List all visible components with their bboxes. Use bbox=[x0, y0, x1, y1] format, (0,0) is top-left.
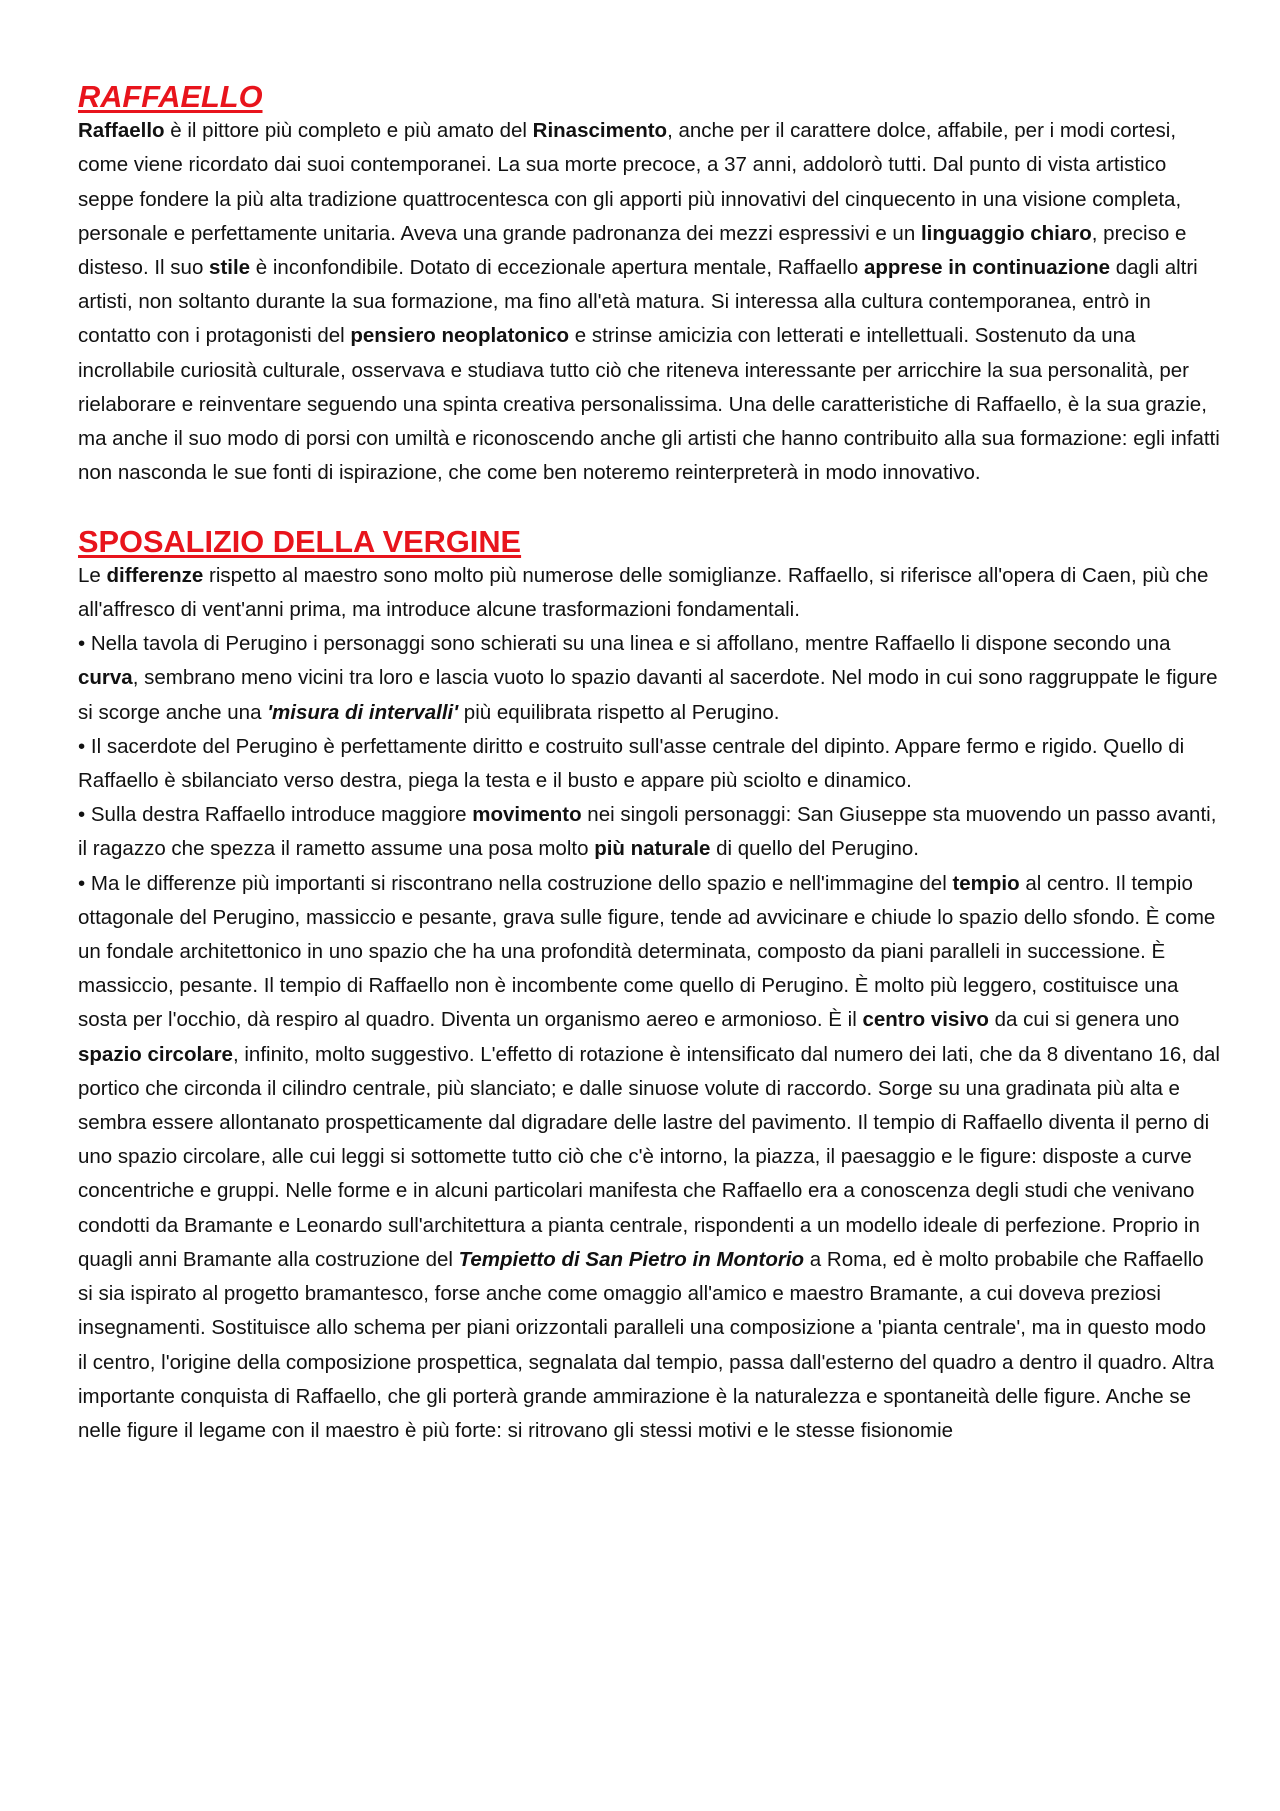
bold-term: curva bbox=[78, 666, 133, 690]
text-run: • Sulla destra Raffaello introduce maggiore bbox=[78, 803, 473, 827]
sposalizio-bullet-3 bbox=[78, 798, 1220, 866]
text-run: è inconfondibile. Dotato di eccezionale apertura mentale, Raffaello bbox=[250, 256, 864, 280]
text-run: e strinse amicizia con letterati e intellettuali. Sostenuto da una incrollabile curiosità culturale, osservava e studiava tutto ciò che riteneva interessante per arricchire la sua personalità, per rielaborare e reinventare seguendo una spinta creativa personalissima. Una delle caratteristiche di Raffaello, è la sua grazie, ma anche il suo modo di porsi con umiltà e riconoscendo anche gli artisti che hanno contribuito alla sua formazione: egli infatti non nasconda le sue fonti di ispirazione, che come ben noteremo reinterpreterà in modo innovativo. bbox=[78, 324, 1220, 485]
text-run: rispetto al maestro sono molto più numerose delle somiglianze. Raffaello, si riferisce all'opera di Caen, più che all'affresco di vent'anni prima, ma introduce alcune trasformazioni fondamentali. bbox=[78, 563, 1209, 622]
text-run: • Il sacerdote del Perugino è perfettamente diritto e costruito sull'asse centrale del dipinto. Appare fermo e rigido. Quello di Raffaello è sbilanciato verso destra, piega la testa e il busto e appare più sciolto e dinamico. bbox=[78, 734, 1185, 793]
text-run: a Roma, ed è molto probabile che Raffaello si sia ispirato al progetto bramantesco, forse anche come omaggio all'amico e maestro Bramante, a cui doveva preziosi insegnamenti. Sostituisce allo schema per piani orizzontali paralleli una composizione a 'pianta centrale', ma in questo modo il centro, l'origine della composizione prospettica, segnalata dal tempio, passa dall'esterno del quadro a dentro il quadro. Altra importante conquista di Raffaello, che gli porterà grande ammirazione è la naturalezza e spontaneità delle figure. Anche se nelle figure il legame con il maestro è più forte: si ritrovano gli stessi motivi e le stesse fisionomie bbox=[78, 1247, 1215, 1442]
bold-term: più naturale bbox=[594, 837, 711, 861]
sposalizio-bullet-4 bbox=[78, 867, 1220, 1448]
bold-term: linguaggio chiaro bbox=[920, 221, 1092, 245]
bold-italic-term: 'misura di intervalli' bbox=[267, 700, 459, 724]
text-run: al centro. Il tempio ottagonale del Perugino, massiccio e pesante, grava sulle figure, tende ad avvicinare e chiude lo spazio dello sfondo. È come un fondale architettonico in uno spazio che ha una profondità determinata, composto da piani paralleli in successione. È massiccio, pesante. Il tempio di Raffaello non è incombente come quello di Perugino. È molto più leggero, costituisce una sosta per l'occhio, dà respiro al quadro. Diventa un organismo aereo e armonioso. È il bbox=[78, 871, 1216, 1032]
bold-term: apprese in continuazione bbox=[863, 256, 1110, 280]
bold-term: tempio bbox=[952, 871, 1020, 895]
bold-italic-term: Tempietto di San Pietro in Montorio bbox=[458, 1247, 805, 1271]
text-run: Le bbox=[78, 563, 107, 587]
bold-term: Raffaello bbox=[78, 119, 165, 143]
sposalizio-paragraph-intro bbox=[78, 559, 1220, 627]
text-run: • Nella tavola di Perugino i personaggi sono schierati su una linea e si affollano, mentre Raffaello li dispone secondo una bbox=[78, 632, 1171, 656]
text-run: , sembrano meno vicini tra loro e lascia vuoto lo spazio davanti al sacerdote. Nel modo in cui sono raggruppate le figure si scorge anche una bbox=[78, 666, 1218, 724]
bold-term: pensiero neoplatonico bbox=[350, 324, 570, 348]
text-run: nei singoli personaggi: San Giuseppe sta muovendo un passo avanti, il ragazzo che spezza il rametto assume una posa molto bbox=[78, 803, 1217, 861]
text-run: • Ma le differenze più importanti si riscontrano nella costruzione dello spazio e nell'immagine del bbox=[78, 871, 953, 895]
text-run: di quello del Perugino. bbox=[710, 837, 919, 861]
text-run: , preciso e disteso. Il suo bbox=[78, 221, 1187, 280]
section-gap bbox=[78, 490, 1220, 524]
section-title-sposalizio: SPOSALIZIO DELLA VERGINE bbox=[78, 523, 522, 559]
bold-term: differenze bbox=[106, 563, 204, 587]
text-run: è il pittore più completo e più amato del bbox=[164, 119, 533, 143]
text-run: dagli altri artisti, non soltanto durante la sua formazione, ma fino all'età matura. Si interessa alla cultura contemporanea, entrò in contatto con i protagonisti del bbox=[78, 256, 1198, 348]
sposalizio-bullet-1 bbox=[78, 627, 1220, 730]
sposalizio-bullet-2 bbox=[78, 730, 1220, 798]
text-run: più equilibrata rispetto al Perugino. bbox=[458, 700, 780, 724]
section-title-raffaello: RAFFAELLO bbox=[78, 79, 263, 114]
text-run: , anche per il carattere dolce, affabile, per i modi cortesi, come viene ricordato dai suoi contemporanei. La sua morte precoce, a 37 anni, addolorò tutti. Dal punto di vista artistico seppe fondere la più alta tradizione quattrocentesca con gli apporti più innovativi del cinquecento in una visione completa, personale e perfettamente unitaria. Aveva una grande padronanza dei mezzi espressivi e un bbox=[78, 119, 1182, 245]
bold-term: spazio circolare bbox=[78, 1042, 233, 1066]
text-run: , infinito, molto suggestivo. L'effetto di rotazione è intensificato dal numero dei lati, che da 8 diventano 16, dal portico che circonda il cilindro centrale, più slanciato; e dalle sinuose volute di raccordo. Sorge su una gradinata più alta e sembra essere allontanato prospetticamente dal digradare delle lastre del pavimento. Il tempio di Raffaello diventa il perno di uno spazio circolare, alle cui leggi si sottomette tutto ciò che c'è intorno, la piazza, il paesaggio e le figure: disposte a curve concentriche e gruppi. Nelle forme e in alcuni particolari manifesta che Raffaello era a conoscenza degli studi che venivano condotti da Bramante e Leonardo sull'architettura a pianta centrale, rispondenti a un modello ideale di perfezione. Proprio in quagli anni Bramante alla costruzione del bbox=[78, 1042, 1220, 1271]
bold-term: centro visivo bbox=[862, 1008, 989, 1032]
bold-term: Rinascimento bbox=[532, 119, 668, 143]
raffaello-paragraph bbox=[78, 114, 1220, 490]
bold-term: stile bbox=[209, 256, 251, 280]
bold-term: movimento bbox=[472, 803, 582, 827]
text-run: da cui si genera uno bbox=[988, 1008, 1180, 1032]
